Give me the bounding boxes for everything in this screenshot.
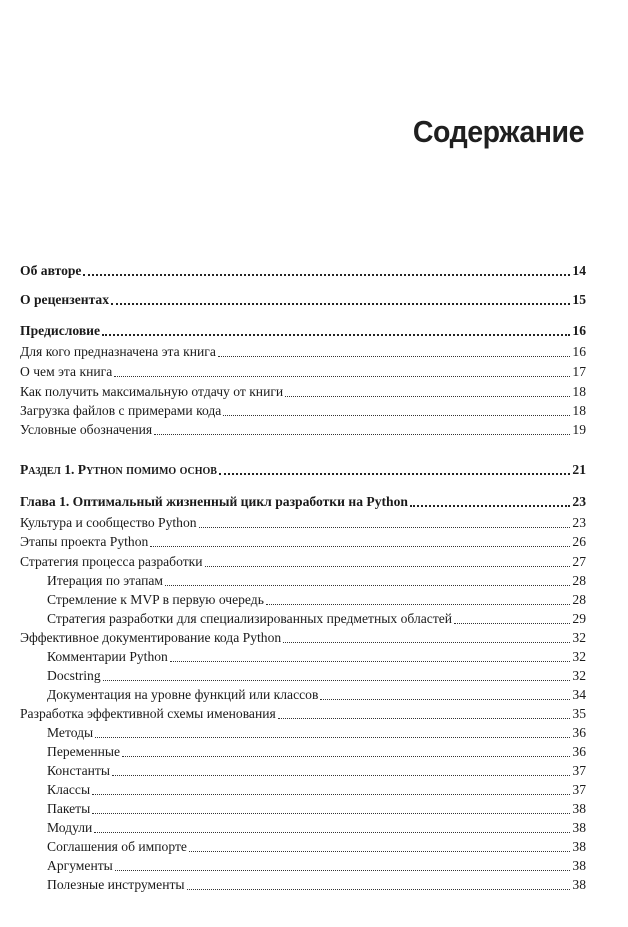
toc-entry[interactable] (47, 838, 586, 856)
dot-leader (189, 851, 570, 852)
toc-entry[interactable] (20, 705, 586, 723)
toc-entry-page-number: 27 (572, 554, 586, 569)
toc-entry-page-number: 19 (572, 422, 586, 437)
dot-leader (285, 396, 570, 397)
toc-entry[interactable] (20, 461, 586, 479)
dot-leader (92, 813, 570, 814)
dot-leader (278, 718, 571, 719)
toc-entry-page-number: 16 (572, 323, 586, 338)
dot-leader (150, 546, 570, 547)
page-title: Содержание (412, 114, 584, 149)
dot-leader (218, 356, 571, 357)
toc-entry-label: Стремление к MVP в первую очередь (47, 592, 264, 607)
dot-leader (283, 642, 570, 643)
dot-leader (170, 661, 571, 662)
toc-entry-page-number: 38 (572, 858, 586, 873)
toc-entry-label: Константы (47, 763, 110, 778)
dot-leader (122, 756, 570, 757)
toc-entry[interactable] (47, 724, 586, 742)
toc-entry-label: Этапы проекта Python (20, 534, 149, 549)
toc-entry-page-number: 35 (572, 706, 586, 721)
dot-leader (266, 604, 571, 605)
toc-entry-page-number: 23 (572, 494, 586, 509)
toc-entry-page-number: 32 (572, 668, 586, 683)
toc-entry-label: Культура и сообщество Python (20, 515, 197, 530)
toc-entry-page-number: 37 (572, 763, 586, 778)
toc-entry[interactable] (47, 743, 586, 761)
dot-leader (112, 775, 570, 776)
toc-entry[interactable] (20, 514, 586, 532)
toc-entry-label: Пакеты (47, 801, 91, 816)
toc-entry-label: Методы (47, 725, 94, 740)
toc-entry[interactable] (20, 553, 586, 571)
toc-entry-page-number: 16 (572, 344, 586, 359)
toc-entry-label: Аргументы (47, 858, 113, 873)
toc-entry-label: Об авторе (20, 263, 82, 278)
toc-entry-page-number: 18 (572, 384, 586, 399)
dot-leader (103, 680, 571, 681)
toc-entry[interactable] (20, 421, 586, 439)
toc-entry[interactable] (20, 343, 586, 361)
toc-entry-label: Загрузка файлов с примерами кода (20, 403, 222, 418)
toc-entry-label: Документация на уровне функций или классов (47, 687, 319, 702)
toc-entry-page-number: 26 (572, 534, 586, 549)
toc-entry-page-number: 34 (572, 687, 586, 702)
toc-entry[interactable] (47, 610, 586, 628)
toc-entry[interactable] (47, 800, 586, 818)
toc-entry-page-number: 14 (572, 263, 586, 278)
toc-entry-label: Переменные (47, 744, 121, 759)
toc-entry[interactable] (20, 533, 586, 551)
toc-entry-page-number: 18 (572, 403, 586, 418)
dot-leader (102, 334, 570, 336)
toc-entry-label: Стратегия процесса разработки (20, 554, 203, 569)
toc-entry-page-number: 38 (572, 820, 586, 835)
toc-entry-label: Классы (47, 782, 91, 797)
toc-entry[interactable] (47, 762, 586, 780)
dot-leader (320, 699, 570, 700)
dot-leader (114, 376, 570, 377)
toc-entry-label: Для кого предназначена эта книга (20, 344, 216, 359)
toc-entry-label: Раздел 1. Python помимо основ (20, 462, 217, 477)
dot-leader (205, 566, 571, 567)
toc-entry-page-number: 37 (572, 782, 586, 797)
dot-leader (115, 870, 571, 871)
toc-entry-label: Модули (47, 820, 93, 835)
toc-entry-page-number: 15 (572, 292, 586, 307)
toc-entry-page-number: 28 (572, 592, 586, 607)
toc-entry-page-number: 38 (572, 801, 586, 816)
toc-entry[interactable] (47, 686, 586, 704)
toc-entry-label: Стратегия разработки для специализированных предметных областей (47, 611, 453, 626)
toc-entry-page-number: 36 (572, 725, 586, 740)
toc-entry[interactable] (47, 667, 586, 685)
toc-entry-page-number: 32 (572, 649, 586, 664)
toc-entry-label: Комментарии Python (47, 649, 168, 664)
toc-entry-page-number: 28 (572, 573, 586, 588)
toc-entry[interactable] (20, 493, 586, 511)
toc-entry-page-number: 38 (572, 839, 586, 854)
toc-entry[interactable] (47, 572, 586, 590)
toc-entry-label: Условные обозначения (20, 422, 153, 437)
toc-entry-page-number: 32 (572, 630, 586, 645)
toc-entry[interactable] (20, 291, 586, 309)
toc-entry-label: Docstring (47, 668, 101, 683)
dot-leader (199, 527, 571, 528)
dot-leader (83, 274, 570, 276)
toc-entry[interactable] (20, 322, 586, 340)
toc-entry-page-number: 23 (572, 515, 586, 530)
dot-leader (187, 889, 571, 890)
toc-entry[interactable] (47, 857, 586, 875)
toc-entry[interactable] (20, 402, 586, 420)
dot-leader (92, 794, 570, 795)
toc-entry[interactable] (20, 262, 586, 280)
dot-leader (454, 623, 570, 624)
toc-entry-label: Как получить максимальную отдачу от книги (20, 384, 284, 399)
toc-entry-label: Глава 1. Оптимальный жизненный цикл разработки на Python (20, 494, 408, 509)
toc-entry-label: О рецензентах (20, 292, 110, 307)
toc-entry-page-number: 38 (572, 877, 586, 892)
toc-entry-label: О чем эта книга (20, 364, 113, 379)
dot-leader (410, 505, 570, 507)
toc-entry[interactable] (47, 781, 586, 799)
toc-entry[interactable] (47, 876, 586, 894)
toc-entry[interactable] (47, 591, 586, 609)
toc-entry[interactable] (20, 629, 586, 647)
toc-entry-label: Итерация по этапам (47, 573, 163, 588)
toc-entry-page-number: 21 (572, 462, 586, 477)
toc-entry[interactable] (47, 819, 586, 837)
toc-entry-label: Предисловие (20, 323, 101, 338)
toc-entry[interactable] (20, 363, 586, 381)
toc-entry-page-number: 36 (572, 744, 586, 759)
toc-entry-label: Соглашения об импорте (47, 839, 187, 854)
dot-leader (94, 832, 570, 833)
dot-leader (95, 737, 570, 738)
toc-entry[interactable] (47, 648, 586, 666)
toc-entry-label: Полезные инструменты (47, 877, 185, 892)
toc-entry[interactable] (20, 383, 586, 401)
toc-entry-page-number: 17 (572, 364, 586, 379)
dot-leader (223, 415, 570, 416)
dot-leader (165, 585, 570, 586)
dot-leader (154, 434, 570, 435)
toc-entry-page-number: 29 (572, 611, 586, 626)
toc-entry-label: Разработка эффективной схемы именования (20, 706, 276, 721)
dot-leader (219, 473, 570, 475)
dot-leader (111, 303, 570, 305)
toc-entry-label: Эффективное документирование кода Python (20, 630, 282, 645)
